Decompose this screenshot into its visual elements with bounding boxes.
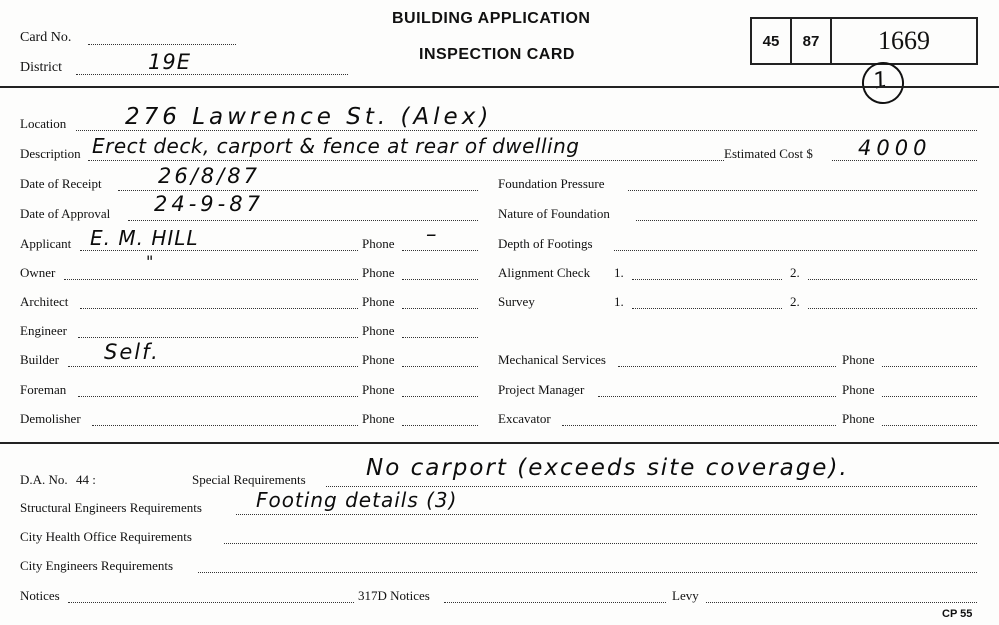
applicant-phone-value: – bbox=[426, 222, 438, 246]
demolisher-phone-field[interactable] bbox=[402, 425, 478, 426]
card-no-field[interactable] bbox=[88, 44, 236, 45]
estimated-cost-field[interactable] bbox=[832, 160, 977, 161]
circled-mark bbox=[858, 58, 908, 108]
survey-field-1[interactable] bbox=[632, 308, 782, 309]
applicant-phone-label: Phone bbox=[362, 236, 395, 251]
district-value: 19E bbox=[148, 50, 191, 74]
architect-phone-field[interactable] bbox=[402, 308, 478, 309]
mechanical-services-phone-field[interactable] bbox=[882, 366, 977, 367]
survey-label: Survey bbox=[498, 294, 535, 309]
alignment-check-field-1[interactable] bbox=[632, 279, 782, 280]
excavator-phone-label: Phone bbox=[842, 411, 875, 426]
description-field[interactable] bbox=[88, 160, 724, 161]
architect-phone-label: Phone bbox=[362, 294, 395, 309]
date-of-receipt-field[interactable] bbox=[118, 190, 478, 191]
city-engineers-label: City Engineers Requirements bbox=[20, 558, 174, 573]
special-requirements-field[interactable] bbox=[326, 486, 977, 487]
depth-of-footings-field[interactable] bbox=[614, 250, 977, 251]
card-number-box bbox=[830, 17, 978, 65]
date-of-approval-field[interactable] bbox=[128, 220, 478, 221]
foundation-pressure-field[interactable] bbox=[628, 190, 977, 191]
mechanical-services-label: Mechanical Services bbox=[498, 352, 606, 367]
city-health-label: City Health Office Requirements bbox=[20, 529, 192, 544]
mechanical-services-field[interactable] bbox=[618, 366, 836, 367]
da-no-label: D.A. No. bbox=[20, 472, 68, 487]
levy-field[interactable] bbox=[706, 602, 977, 603]
divider-bottom bbox=[0, 442, 999, 444]
card-number: 1669 bbox=[878, 26, 930, 55]
builder-value: Self. bbox=[104, 340, 160, 364]
notices-field[interactable] bbox=[68, 602, 354, 603]
applicant-value: E. M. HILL bbox=[90, 226, 199, 250]
builder-phone-label: Phone bbox=[362, 352, 395, 367]
location-field[interactable] bbox=[76, 130, 977, 131]
alignment-check-num-1: 1. bbox=[614, 265, 624, 280]
applicant-phone-field[interactable] bbox=[402, 250, 478, 251]
architect-label: Architect bbox=[20, 294, 69, 309]
city-engineers-field[interactable] bbox=[198, 572, 977, 573]
mechanical-services-phone-label: Phone bbox=[842, 352, 875, 367]
description-label: Description bbox=[20, 146, 81, 161]
foreman-phone-field[interactable] bbox=[402, 396, 478, 397]
district-label: District bbox=[20, 60, 62, 75]
date-of-receipt-label: Date of Receipt bbox=[20, 176, 102, 191]
form-code: CP 55 bbox=[942, 608, 973, 620]
nature-of-foundation-field[interactable] bbox=[636, 220, 977, 221]
alignment-check-num-2: 2. bbox=[790, 265, 800, 280]
city-health-field[interactable] bbox=[224, 543, 977, 544]
excavator-phone-field[interactable] bbox=[882, 425, 977, 426]
notices-317d-field[interactable] bbox=[444, 602, 666, 603]
code-box-1-text: 45 bbox=[762, 32, 780, 50]
foundation-pressure-label: Foundation Pressure bbox=[498, 176, 605, 191]
location-value: 276 Lawrence St. (Alex) bbox=[125, 104, 493, 130]
project-manager-field[interactable] bbox=[598, 396, 836, 397]
survey-num-2: 2. bbox=[790, 294, 800, 309]
divider-top bbox=[0, 86, 999, 88]
alignment-check-label: Alignment Check bbox=[498, 265, 591, 280]
foreman-field[interactable] bbox=[78, 396, 358, 397]
date-of-receipt-value: 26/8/87 bbox=[158, 164, 260, 188]
structural-engineers-label: Structural Engineers Requirements bbox=[20, 500, 202, 515]
owner-field[interactable] bbox=[64, 279, 358, 280]
code-box-2 bbox=[790, 17, 832, 65]
project-manager-label: Project Manager bbox=[498, 382, 585, 397]
levy-label: Levy bbox=[672, 588, 699, 603]
applicant-label: Applicant bbox=[20, 236, 72, 251]
code-box-1 bbox=[750, 17, 792, 65]
special-requirements-label: Special Requirements bbox=[192, 472, 306, 487]
location-label: Location bbox=[20, 116, 67, 131]
circled-mark-text: 1 bbox=[871, 67, 891, 95]
owner-label: Owner bbox=[20, 265, 56, 280]
alignment-check-field-2[interactable] bbox=[808, 279, 977, 280]
district-field[interactable] bbox=[76, 74, 348, 75]
demolisher-phone-label: Phone bbox=[362, 411, 395, 426]
survey-field-2[interactable] bbox=[808, 308, 977, 309]
nature-of-foundation-label: Nature of Foundation bbox=[498, 206, 610, 221]
structural-engineers-field[interactable] bbox=[236, 514, 977, 515]
survey-num-1: 1. bbox=[614, 294, 624, 309]
engineer-label: Engineer bbox=[20, 323, 67, 338]
depth-of-footings-label: Depth of Footings bbox=[498, 236, 593, 251]
engineer-phone-field[interactable] bbox=[402, 337, 478, 338]
foreman-label: Foreman bbox=[20, 382, 67, 397]
code-box-2-text: 87 bbox=[802, 32, 820, 50]
foreman-phone-label: Phone bbox=[362, 382, 395, 397]
card-no-label: Card No. bbox=[20, 30, 72, 45]
project-manager-phone-field[interactable] bbox=[882, 396, 977, 397]
project-manager-phone-label: Phone bbox=[842, 382, 875, 397]
applicant-field[interactable] bbox=[80, 250, 358, 251]
owner-phone-field[interactable] bbox=[402, 279, 478, 280]
notices-label: Notices bbox=[20, 588, 60, 603]
notices-317d-label: 317D Notices bbox=[358, 588, 430, 603]
builder-phone-field[interactable] bbox=[402, 366, 478, 367]
title-line-1: BUILDING APPLICATION bbox=[392, 10, 591, 27]
owner-phone-label: Phone bbox=[362, 265, 395, 280]
special-requirements-value: No carport (exceeds site coverage). bbox=[366, 455, 849, 481]
title-line-2: INSPECTION CARD bbox=[419, 46, 575, 63]
demolisher-field[interactable] bbox=[92, 425, 358, 426]
estimated-cost-label: Estimated Cost $ bbox=[724, 146, 813, 161]
engineer-phone-label: Phone bbox=[362, 323, 395, 338]
excavator-field[interactable] bbox=[562, 425, 836, 426]
owner-value: " bbox=[146, 252, 155, 271]
da-no-value: 44 : bbox=[76, 472, 96, 487]
estimated-cost-value: 4000 bbox=[858, 136, 932, 160]
excavator-label: Excavator bbox=[498, 411, 551, 426]
builder-label: Builder bbox=[20, 352, 59, 367]
description-value: Erect deck, carport & fence at rear of dwelling bbox=[92, 134, 580, 158]
demolisher-label: Demolisher bbox=[20, 411, 81, 426]
architect-field[interactable] bbox=[80, 308, 358, 309]
date-of-approval-value: 24-9-87 bbox=[154, 192, 264, 216]
engineer-field[interactable] bbox=[78, 337, 358, 338]
builder-field[interactable] bbox=[68, 366, 358, 367]
date-of-approval-label: Date of Approval bbox=[20, 206, 111, 221]
structural-engineers-value: Footing details (3) bbox=[256, 488, 458, 512]
